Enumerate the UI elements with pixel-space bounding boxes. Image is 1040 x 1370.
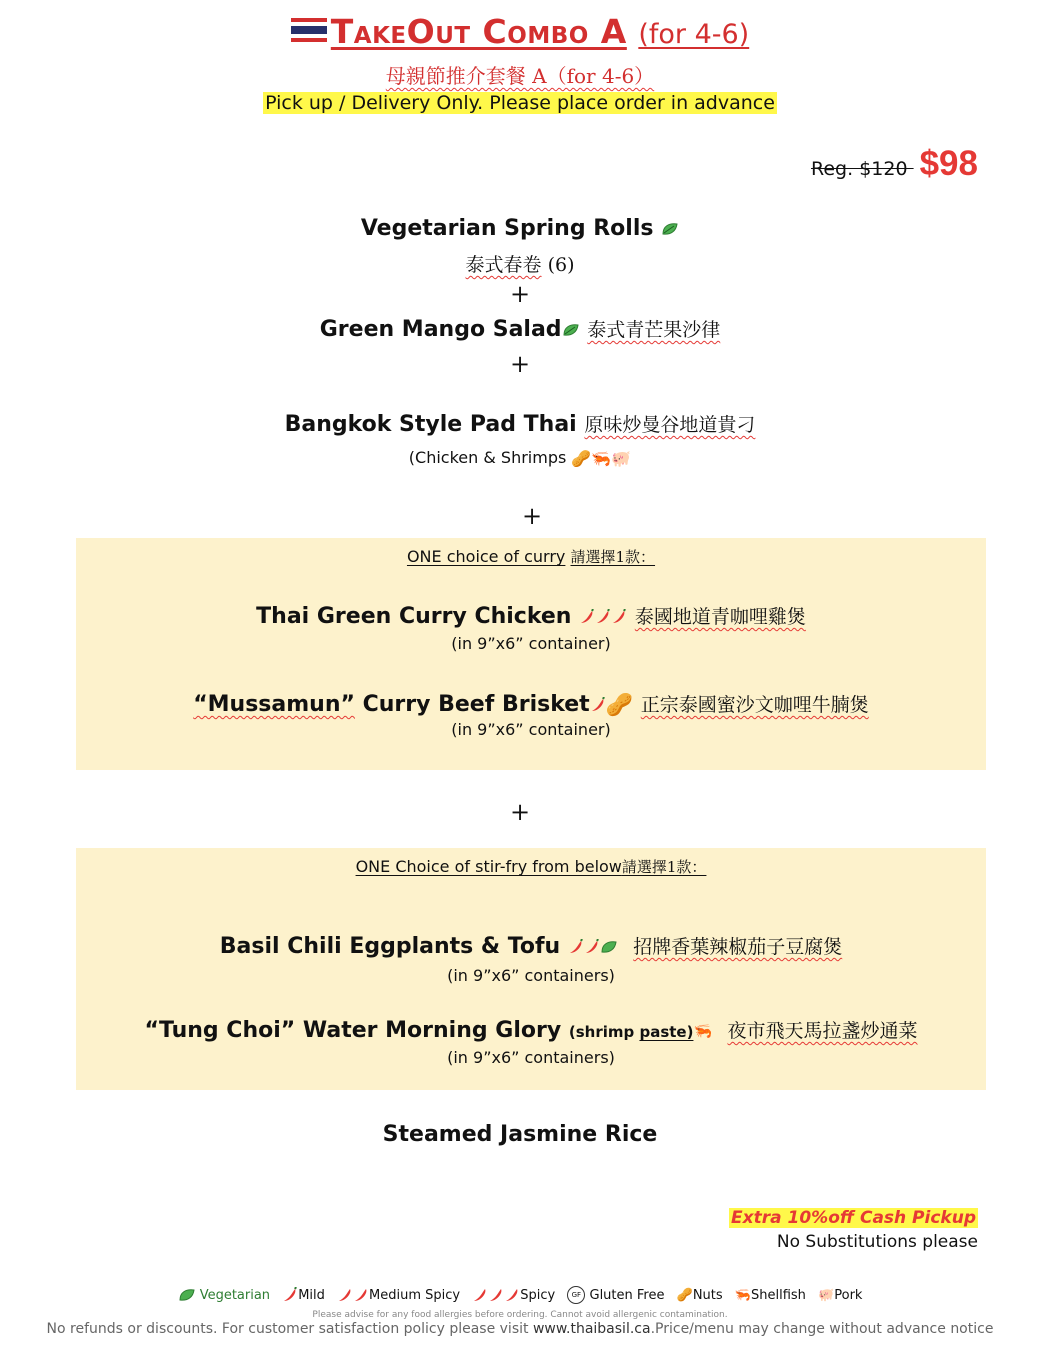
legend-vegetarian: Vegetarian	[178, 1288, 275, 1303]
title-for: (for 4-6)	[638, 19, 750, 50]
regular-price: Reg. $120	[811, 158, 914, 180]
menu-title	[0, 12, 1040, 51]
dish-mango-salad: Green Mango Salad 泰式青芒果沙律	[319, 317, 721, 342]
spicy-3-icon	[579, 604, 635, 629]
legend	[0, 1286, 1040, 1304]
legend-mild: Mild	[282, 1288, 329, 1303]
footer-policy: No refunds or discounts. For customer satisfaction policy please visit www.thaibasil.ca.Price/menu may change without advance notice	[46, 1321, 994, 1337]
title-text: TakeOut Combo A	[330, 12, 627, 51]
website-link[interactable]: www.thaibasil.ca	[532, 1321, 651, 1337]
chili-icon	[337, 1287, 353, 1303]
allergy-fine-print: Please advise for any food allergies before ordering. Cannot avoid allergenic contamination.	[312, 1310, 728, 1320]
medium-spicy-veg-icons	[568, 934, 618, 959]
thailand-flag-icon	[291, 18, 327, 42]
plus-sign: +	[521, 502, 543, 530]
chili-icon	[353, 1287, 369, 1303]
gluten-free-icon: GF	[567, 1286, 585, 1304]
mild-chili-icon	[590, 697, 606, 713]
stirfry-choice-box	[76, 848, 986, 1090]
legend-nuts: 🥜Nuts	[676, 1287, 723, 1303]
special-price: $98	[919, 144, 978, 183]
chili-icon	[488, 1287, 504, 1303]
curry-heading: ONE choice of curry 請選擇1款：	[406, 547, 656, 566]
nuts-icon: 🥜	[571, 449, 592, 468]
legend-spicy: Spicy	[472, 1288, 559, 1303]
shellfish-icon: 🦐	[734, 1287, 751, 1303]
stirfry-heading: ONE Choice of stir-fry from below請選擇1款：	[355, 857, 707, 876]
plus-sign: +	[509, 798, 531, 826]
extra-notes	[729, 1208, 978, 1252]
legend-pork: 🐖Pork	[818, 1287, 863, 1303]
spring-rolls-cn: 泰式春卷 (6)	[465, 254, 575, 276]
shellfish-icon: 🦐	[591, 449, 612, 468]
stirfry-item-eggplant-tofu: Basil Chili Eggplants & Tofu 招牌香葉辣椒茄子豆腐煲	[219, 934, 843, 959]
pad-thai-note: (Chicken & Shrimps 🥜🦐🐖	[408, 448, 632, 468]
stirfry-item-size: (in 9”x6” containers)	[447, 966, 615, 985]
vegetarian-leaf-icon	[562, 323, 580, 337]
nuts-icon: 🥜	[605, 692, 634, 718]
vegetarian-leaf-icon	[178, 1288, 196, 1302]
dish-pad-thai: Bangkok Style Pad Thai 原味炒曼谷地道貴刁	[284, 412, 756, 437]
plus-sign: +	[509, 350, 531, 378]
order-notice: Pick up / Delivery Only. Please place order in advance	[265, 92, 775, 114]
pork-icon: 🐖	[818, 1287, 835, 1303]
curry-item-beef-brisket: “Mussamun” Curry Beef Brisket 🥜 正宗泰國蜜沙文咖哩牛腩煲	[193, 692, 869, 718]
stirfry-item-size: (in 9”x6” containers)	[447, 1048, 615, 1067]
subtitle-cn: 母親節推介套餐 A（for 4-6）	[385, 64, 655, 88]
chili-icon	[504, 1287, 520, 1303]
stirfry-item-morning-glory: “Tung Choi” Water Morning Glory (shrimp paste)🦐 夜市飛天馬拉盞炒通菜	[144, 1018, 918, 1043]
curry-item-green-chicken: Thai Green Curry Chicken 泰國地道青咖哩雞煲	[256, 604, 806, 629]
curry-item-size: (in 9”x6” container)	[451, 634, 611, 653]
cash-pickup-discount: Extra 10%off Cash Pickup	[731, 1208, 976, 1228]
price-block	[811, 144, 978, 184]
dish-jasmine-rice: Steamed Jasmine Rice	[382, 1122, 658, 1147]
curry-item-size: (in 9”x6” container)	[451, 720, 611, 739]
plus-sign: +	[509, 280, 531, 308]
legend-shellfish: 🦐Shellfish	[734, 1287, 806, 1303]
dish-spring-rolls: Vegetarian Spring Rolls	[0, 216, 1040, 241]
chili-icon	[472, 1287, 488, 1303]
vegetarian-leaf-icon	[661, 222, 679, 236]
shellfish-icon: 🦐	[693, 1022, 713, 1040]
no-substitutions: No Substitutions please	[776, 1232, 978, 1252]
nuts-icon: 🥜	[676, 1287, 693, 1303]
pork-icon: 🐖	[611, 449, 632, 468]
curry-choice-box	[76, 538, 986, 770]
mild-chili-icon	[282, 1287, 298, 1303]
legend-gluten-free: GF Gluten Free	[567, 1288, 668, 1303]
legend-medium-spicy: Medium Spicy	[337, 1288, 464, 1303]
